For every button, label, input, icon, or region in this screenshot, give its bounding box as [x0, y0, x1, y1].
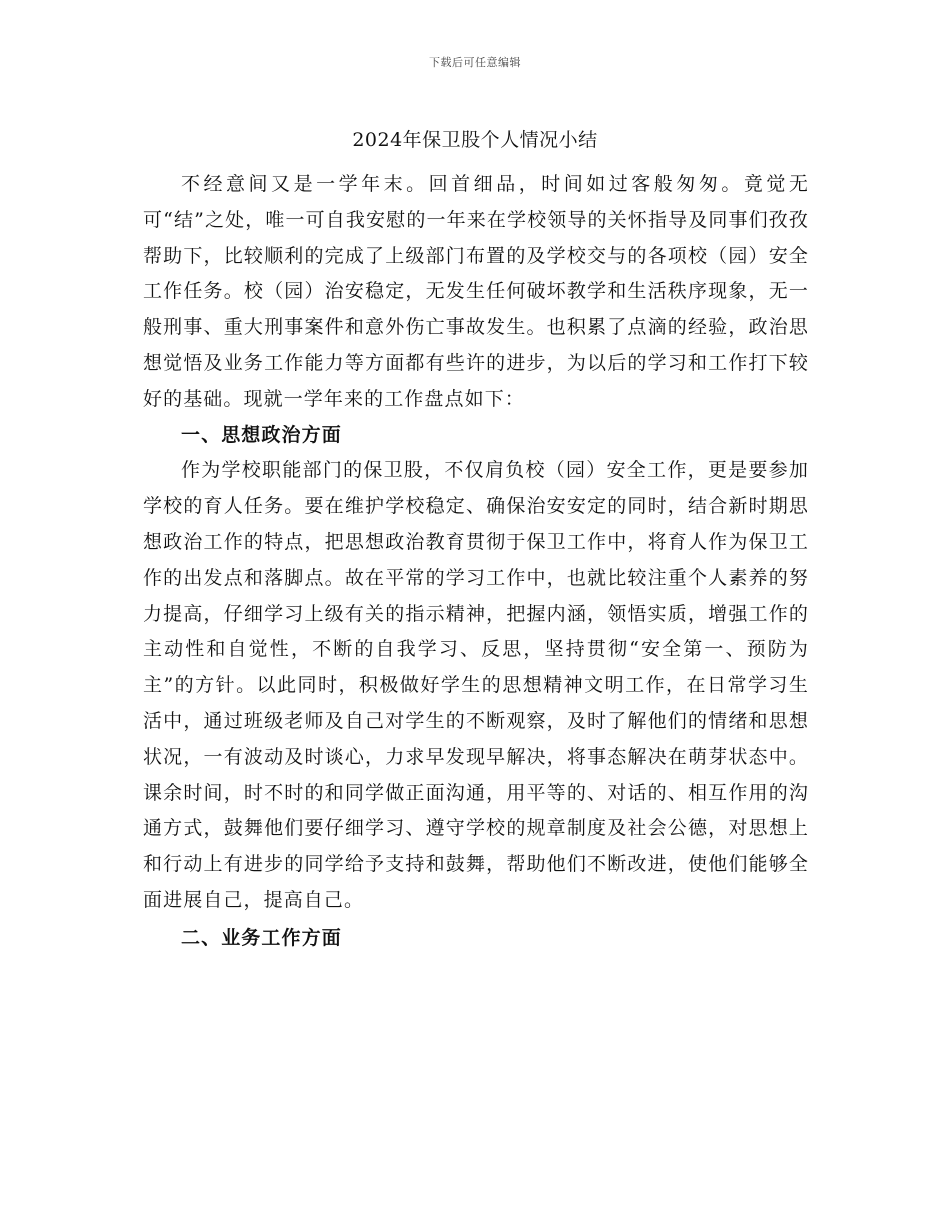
document-title: 2024年保卫股个人情况小结	[352, 129, 598, 151]
section-1-paragraph: 作为学校职能部门的保卫股，不仅肩负校（园）安全工作，更是要参加学校的育人任务。要在维护学校稳定、确保治安安定的同时，结合新时期思想政治工作的特点，把思想政治教育贯彻于保卫工作中，将育人作为保卫工作的出发点和落脚点。故在平常的学习工作中，也就比较注重个人素养的努力提高，仔细学习上级有关的指示精神，把握内涵，领悟实质，增强工作的主动性和自觉性，不断的自我学习、反思，坚持贯彻“安全第一、预防为主”的方针。以此同时，积极做好学生的思想精神文明工作，在日常学习生活中，通过班级老师及自己对学生的不断观察，及时了解他们的情绪和思想状况，一有波动及时谈心，力求早发现早解决，将事态解决在萌芽状态中。课余时间，时不时的和同学做正面沟通，用平等的、对话的、相互作用的沟通方式，鼓舞他们要仔细学习、遵守学校的规章制度及社会公德，对思想上和行动上有进步的同学给予支持和鼓舞，帮助他们不断改进，使他们能够全面进展自己，提高自己。	[143, 459, 809, 911]
section-2-heading: 二、业务工作方面	[181, 926, 342, 949]
document-body	[143, 167, 809, 957]
page-header-note: 下载后可任意编辑	[429, 56, 521, 69]
intro-paragraph: 不经意间又是一学年末。回首细品，时间如过客般匆匆。竟觉无可“结”之处，唯一可自我安慰的一年来在学校领导的关怀指导及同事们孜孜帮助下，比较顺利的完成了上级部门布置的及学校交与的各项校（园）安全工作任务。校（园）治安稳定，无发生任何破坏教学和生活秩序现象，无一般刑事、重大刑事案件和意外伤亡事故发生。也积累了点滴的经验，政治思想觉悟及业务工作能力等方面都有些许的进步，为以后的学习和工作打下较好的基础。现就一学年来的工作盘点如下：	[143, 173, 809, 410]
section-1-heading: 一、思想政治方面	[181, 423, 342, 446]
